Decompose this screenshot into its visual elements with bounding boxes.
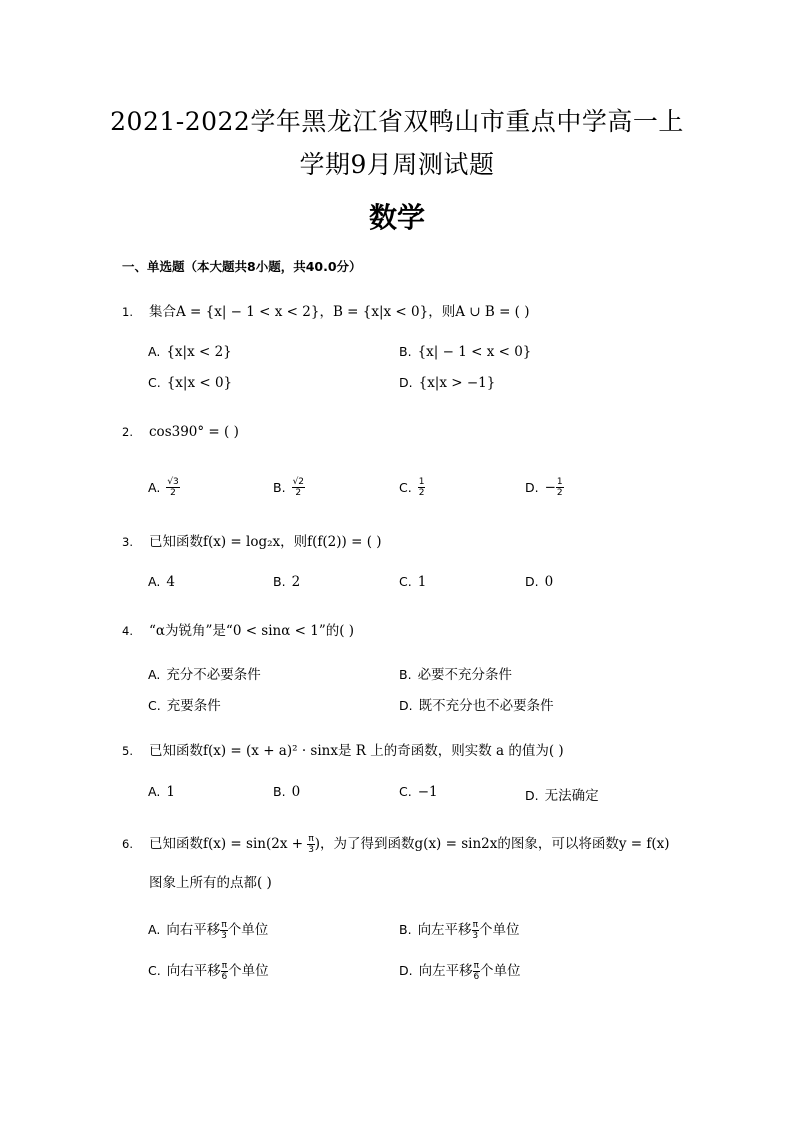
question-6-line2	[149, 871, 272, 891]
option-label: A.	[148, 922, 161, 937]
minus-sign: −	[544, 479, 556, 496]
option-label: C.	[399, 479, 412, 495]
exam-title-line1: 2021-2022学年黑龙江省双鸭山市重点中学高一上	[110, 107, 684, 136]
fraction-denominator: 3	[221, 930, 227, 941]
option-label: D.	[399, 963, 413, 978]
question-6	[122, 832, 670, 855]
option-d	[525, 784, 599, 804]
fraction-numerator: π	[221, 960, 228, 971]
fraction-denominator: 2	[418, 488, 425, 498]
option-label: B.	[399, 344, 412, 359]
option-text: 必要不充分条件	[417, 667, 513, 683]
option-a	[148, 663, 261, 683]
option-d	[399, 375, 495, 391]
fraction-numerator: π	[473, 960, 480, 971]
fraction	[166, 477, 179, 498]
option-a	[148, 784, 175, 800]
option-label: A.	[148, 667, 161, 682]
fraction-numerator: π	[308, 833, 314, 844]
fraction	[307, 834, 314, 855]
option-label: D.	[399, 375, 413, 390]
option-text: {x|x < 0}	[166, 375, 233, 391]
option-a	[148, 477, 180, 498]
question-stem: 已知函数f(x) = log₂x，则f(f(2)) = ( )	[149, 534, 382, 550]
question-number: 3.	[122, 535, 133, 549]
option-label: A.	[148, 784, 161, 799]
option-label: C.	[148, 963, 161, 978]
fraction	[418, 477, 426, 498]
option-label: C.	[148, 698, 161, 713]
option-b	[273, 477, 305, 498]
option-text: 向左平移	[417, 922, 472, 938]
fraction-numerator: π	[221, 919, 227, 930]
fraction-denominator: 3	[308, 844, 314, 855]
option-text: {x| − 1 < x < 0}	[417, 344, 532, 360]
question-4	[122, 619, 354, 639]
question-3	[122, 530, 382, 550]
fraction-numerator: 1	[418, 477, 425, 487]
option-label: D.	[399, 698, 413, 713]
option-b	[399, 344, 531, 360]
option-text: 1	[417, 574, 427, 590]
fraction-denominator: 2	[295, 488, 302, 498]
option-label: D.	[525, 788, 539, 803]
fraction-numerator: π	[472, 919, 478, 930]
option-label: A.	[148, 479, 161, 495]
question-number: 6.	[122, 837, 133, 851]
fraction-denominator: 2	[170, 488, 176, 498]
fraction	[473, 961, 480, 982]
option-text: {x|x > −1}	[418, 375, 496, 391]
option-b	[399, 918, 519, 941]
option-text: 4	[166, 574, 175, 590]
question-2	[122, 424, 239, 440]
question-stem: 集合A = {x| − 1 < x < 2}，B = {x|x < 0}，则A ∪ B = ( )	[149, 304, 530, 320]
option-c	[399, 574, 426, 590]
option-label: B.	[399, 922, 412, 937]
option-label: C.	[399, 574, 412, 589]
option-label: B.	[399, 667, 412, 682]
question-stem: “α为锐角”是“0 < sinα < 1”的( )	[149, 623, 355, 639]
question-stem-part-b: )，为了得到函数g(x) = sin2x的图象，可以将函数y = f(x)	[314, 836, 670, 852]
option-text: 无法确定	[544, 788, 599, 804]
fraction	[221, 961, 228, 982]
option-text: −1	[417, 784, 438, 800]
option-text-suffix: 个单位	[228, 963, 269, 979]
option-c	[148, 959, 269, 982]
fraction	[220, 920, 227, 941]
option-c	[399, 784, 438, 800]
question-5	[122, 739, 564, 759]
option-text: {x|x < 2}	[166, 344, 232, 360]
option-text-suffix: 个单位	[480, 963, 521, 979]
option-label: B.	[273, 574, 286, 589]
option-text: 充分不必要条件	[166, 667, 261, 683]
option-text: 0	[544, 574, 554, 590]
fraction-denominator: 2	[556, 488, 563, 498]
option-c	[399, 477, 425, 498]
option-text: 充要条件	[166, 698, 221, 714]
fraction-denominator: 6	[221, 971, 228, 982]
option-d	[399, 959, 521, 982]
option-text: 既不充分也不必要条件	[418, 698, 554, 714]
option-text: 向右平移	[166, 963, 221, 979]
exam-title-line2: 学期9月周测试题	[299, 150, 495, 179]
question-1	[122, 300, 530, 320]
option-label: B.	[273, 784, 286, 799]
option-d	[399, 694, 554, 714]
fraction-denominator: 6	[473, 971, 480, 982]
question-stem: 已知函数f(x) = (x + a)² · sinx是 R 上的奇函数，则实数 a 的值为( )	[149, 743, 564, 759]
option-label: A.	[148, 574, 161, 589]
section-heading: 一、单选题（本大题共8小题，共40.0分）	[122, 259, 362, 274]
option-text: 向左平移	[418, 963, 473, 979]
question-number: 1.	[122, 305, 133, 319]
option-a	[148, 344, 232, 360]
fraction-numerator: √2	[292, 477, 305, 487]
option-label: D.	[525, 574, 539, 589]
option-d	[525, 574, 553, 590]
option-text-suffix: 个单位	[478, 922, 520, 938]
question-number: 5.	[122, 744, 133, 758]
option-text: 2	[291, 574, 301, 590]
option-b	[399, 663, 512, 683]
fraction	[472, 920, 479, 941]
fraction-numerator: √3	[167, 477, 179, 487]
option-text: 0	[291, 784, 301, 800]
question-stem-part-a: 已知函数f(x) = sin(2x +	[149, 836, 308, 852]
fraction-denominator: 3	[472, 930, 479, 941]
option-text: 向右平移	[166, 922, 221, 938]
option-label: A.	[148, 344, 161, 359]
option-label: B.	[273, 479, 286, 495]
question-stem: cos390° = ( )	[149, 424, 239, 440]
option-a	[148, 574, 175, 590]
option-c	[148, 375, 232, 391]
option-label: D.	[525, 479, 539, 495]
fraction	[556, 477, 564, 498]
subject-heading: 数学	[368, 201, 425, 234]
question-number: 2.	[122, 425, 133, 439]
question-stem-line2: 图象上所有的点都( )	[149, 875, 272, 891]
question-number: 4.	[122, 624, 133, 638]
option-a	[148, 918, 268, 941]
option-text-suffix: 个单位	[227, 922, 269, 938]
option-b	[273, 784, 300, 800]
fraction-numerator: 1	[556, 477, 563, 487]
option-label: C.	[148, 375, 161, 390]
option-d	[525, 477, 564, 498]
option-c	[148, 694, 221, 714]
fraction	[292, 477, 305, 498]
option-text: 1	[166, 784, 175, 800]
option-b	[273, 574, 300, 590]
option-label: C.	[399, 784, 412, 799]
